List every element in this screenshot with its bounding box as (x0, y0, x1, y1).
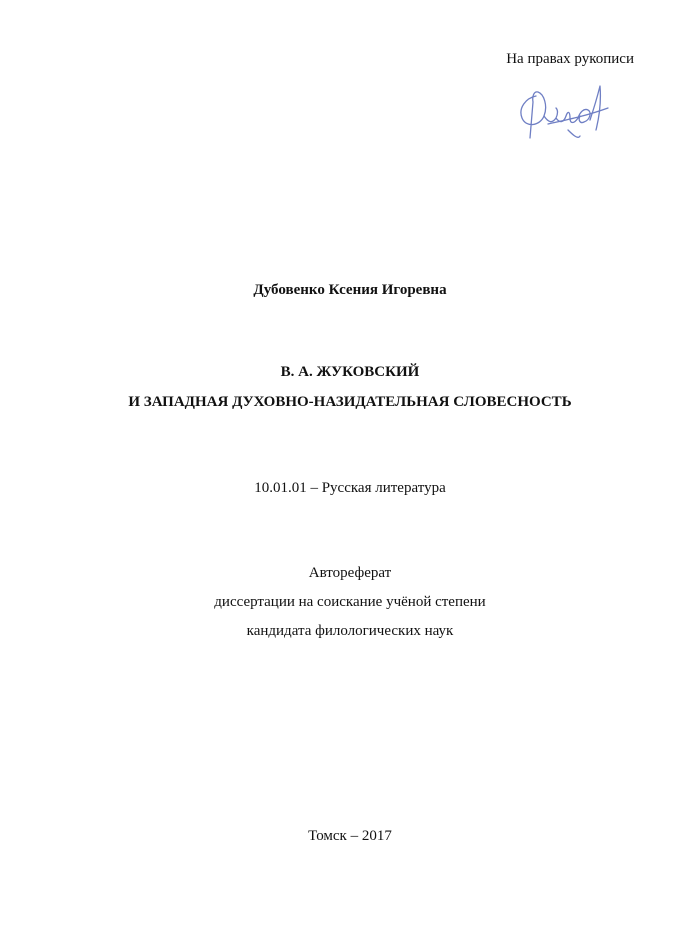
dissertation-title-line-2: И ЗАПАДНАЯ ДУХОВНО-НАЗИДАТЕЛЬНАЯ СЛОВЕСНОСТЬ (128, 394, 572, 410)
abstract-label: Автореферат (308, 565, 392, 581)
author-name: Дубовенко Ксения Игоревна (253, 282, 447, 298)
rights-note: На правах рукописи (506, 51, 634, 67)
city-year: Томск – 2017 (308, 828, 392, 844)
abstract-purpose: диссертации на соискание учёной степени (214, 594, 486, 610)
abstract-degree: кандидата филологических наук (246, 623, 454, 639)
specialty-code: 10.01.01 – Русская литература (254, 480, 446, 496)
dissertation-title-line-1: В. А. ЖУКОВСКИЙ (280, 364, 420, 380)
handwritten-signature (508, 78, 612, 148)
